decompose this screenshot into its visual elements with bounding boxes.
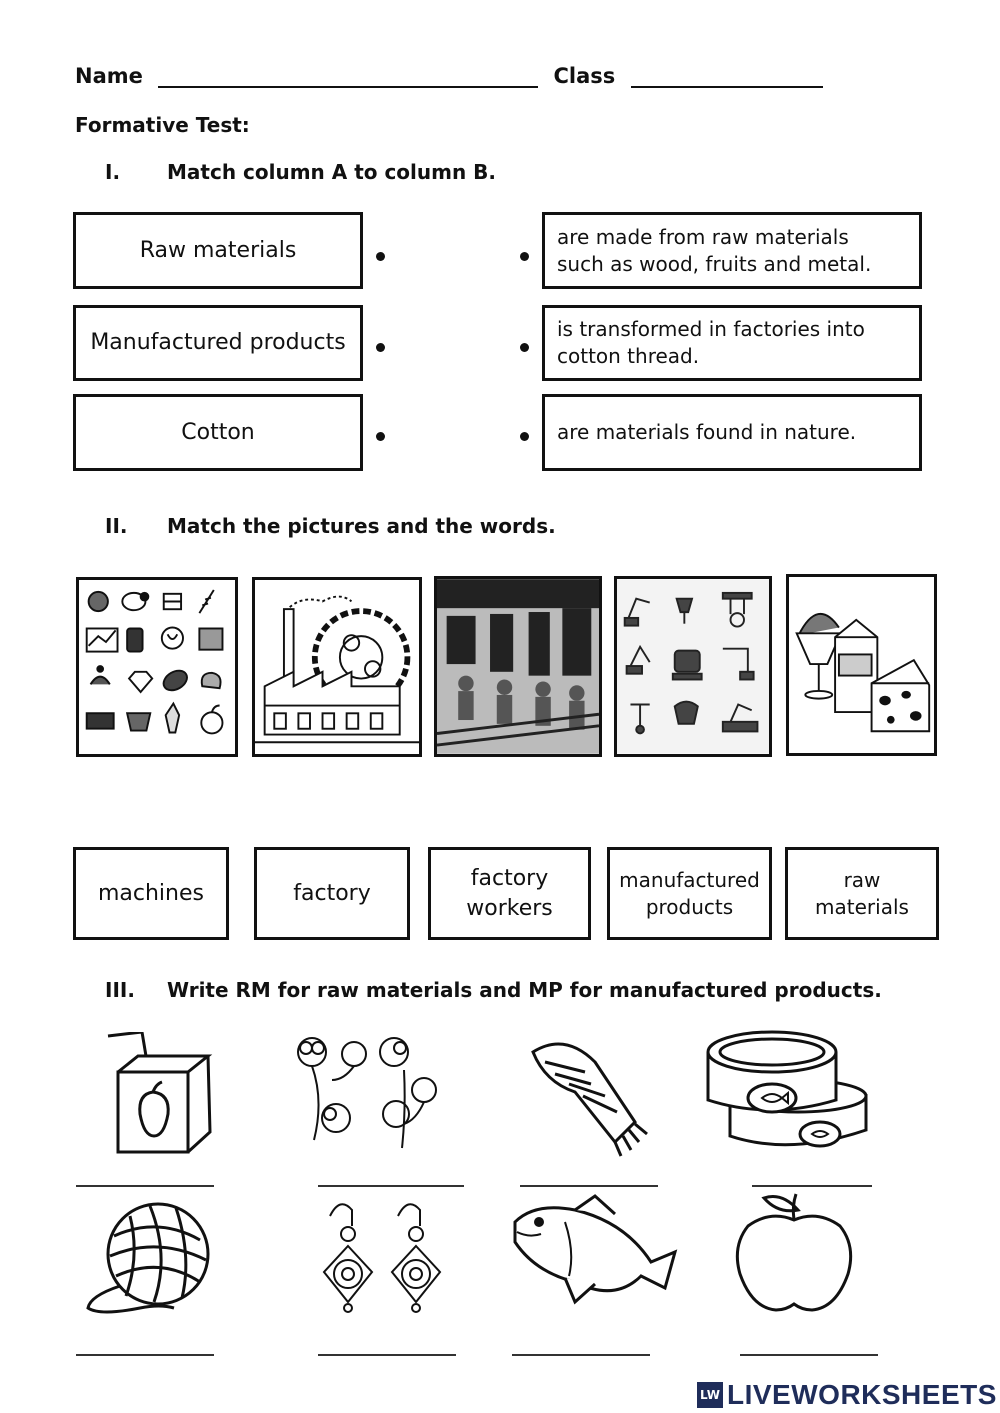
answer-line-earrings[interactable] bbox=[318, 1354, 456, 1356]
logo-mark-icon: LW bbox=[697, 1382, 723, 1408]
factory-picture bbox=[252, 577, 422, 757]
answer-line-cotton[interactable] bbox=[318, 1185, 464, 1187]
yarn-ball-graphic bbox=[80, 1196, 230, 1322]
name-row bbox=[75, 64, 823, 88]
column-b-item-1 bbox=[542, 212, 922, 289]
word-box-machines: machines bbox=[73, 847, 229, 940]
scarf-graphic bbox=[525, 1032, 665, 1158]
apple-graphic bbox=[730, 1190, 858, 1318]
canned-fish-picture bbox=[700, 1030, 872, 1156]
column-b-item-2 bbox=[542, 305, 922, 381]
column-b-dot-2[interactable] bbox=[520, 343, 529, 352]
canned-fish-graphic bbox=[700, 1030, 872, 1156]
fish-picture bbox=[505, 1192, 680, 1316]
factory-graphic bbox=[255, 580, 419, 754]
answer-line-scarf[interactable] bbox=[520, 1185, 658, 1187]
answer-line-canned-fish[interactable] bbox=[752, 1185, 872, 1187]
cotton-plants-graphic bbox=[284, 1030, 454, 1152]
column-a-item-3: Cotton bbox=[73, 394, 363, 471]
column-a-item-2: Manufactured products bbox=[73, 305, 363, 381]
robot-arms-graphic bbox=[617, 579, 769, 754]
page-title: Formative Test: bbox=[75, 113, 250, 137]
column-b-dot-3[interactable] bbox=[520, 432, 529, 441]
section2-numeral: II. bbox=[105, 514, 128, 538]
liveworksheets-logo[interactable] bbox=[697, 1379, 997, 1411]
class-field[interactable] bbox=[631, 86, 823, 88]
word-manufactured-products-text: manufactured products bbox=[619, 867, 760, 919]
raw-materials-icons-picture bbox=[76, 577, 238, 757]
name-label: Name bbox=[75, 64, 143, 88]
scarf-picture bbox=[525, 1032, 665, 1158]
word-raw-materials-text: raw materials bbox=[815, 867, 909, 919]
fish-graphic bbox=[505, 1192, 680, 1316]
name-field[interactable] bbox=[158, 86, 538, 88]
answer-line-yarn[interactable] bbox=[76, 1354, 214, 1356]
answer-line-fish[interactable] bbox=[512, 1354, 650, 1356]
column-b-item-3 bbox=[542, 394, 922, 471]
section1-instruction: Match column A to column B. bbox=[167, 160, 497, 184]
apple-picture bbox=[730, 1190, 858, 1318]
cotton-plants-picture bbox=[284, 1030, 454, 1152]
column-b-item-2-text: is transformed in factories into cotton thread. bbox=[557, 317, 865, 368]
column-a-dot-1[interactable] bbox=[376, 252, 385, 261]
column-a-item-1: Raw materials bbox=[73, 212, 363, 289]
section3-instruction: Write RM for raw materials and MP for manufactured products. bbox=[167, 978, 882, 1002]
column-a-dot-2[interactable] bbox=[376, 343, 385, 352]
word-box-factory-workers bbox=[428, 847, 591, 940]
class-label: Class bbox=[553, 64, 616, 88]
factory-workers-graphic bbox=[437, 579, 599, 754]
logo-text: LIVEWORKSHEETS bbox=[727, 1379, 997, 1410]
icon-grid-graphic bbox=[79, 580, 235, 754]
section1-numeral: I. bbox=[105, 160, 121, 184]
column-a-dot-3[interactable] bbox=[376, 432, 385, 441]
manufactured-products-picture bbox=[786, 574, 937, 756]
juice-box-picture bbox=[98, 1032, 228, 1162]
ice-cream-milk-cheese-graphic bbox=[789, 577, 934, 753]
answer-line-juice-box[interactable] bbox=[76, 1185, 214, 1187]
juice-box-graphic bbox=[98, 1032, 228, 1162]
machines-picture bbox=[614, 576, 772, 757]
word-box-manufactured-products bbox=[607, 847, 772, 940]
word-box-raw-materials bbox=[785, 847, 939, 940]
column-b-item-3-text: are materials found in nature. bbox=[557, 420, 857, 444]
column-b-item-1-text: are made from raw materials such as wood, fruits and metal. bbox=[557, 224, 872, 276]
answer-line-apple[interactable] bbox=[740, 1354, 878, 1356]
column-b-dot-1[interactable] bbox=[520, 252, 529, 261]
section2-instruction: Match the pictures and the words. bbox=[167, 514, 556, 538]
section3-numeral: III. bbox=[105, 978, 135, 1002]
word-box-factory: factory bbox=[254, 847, 410, 940]
yarn-ball-picture bbox=[80, 1196, 230, 1322]
word-factory-workers-text: factory workers bbox=[466, 865, 553, 921]
factory-workers-picture bbox=[434, 576, 602, 757]
earrings-picture bbox=[300, 1196, 450, 1322]
earrings-graphic bbox=[300, 1196, 450, 1322]
